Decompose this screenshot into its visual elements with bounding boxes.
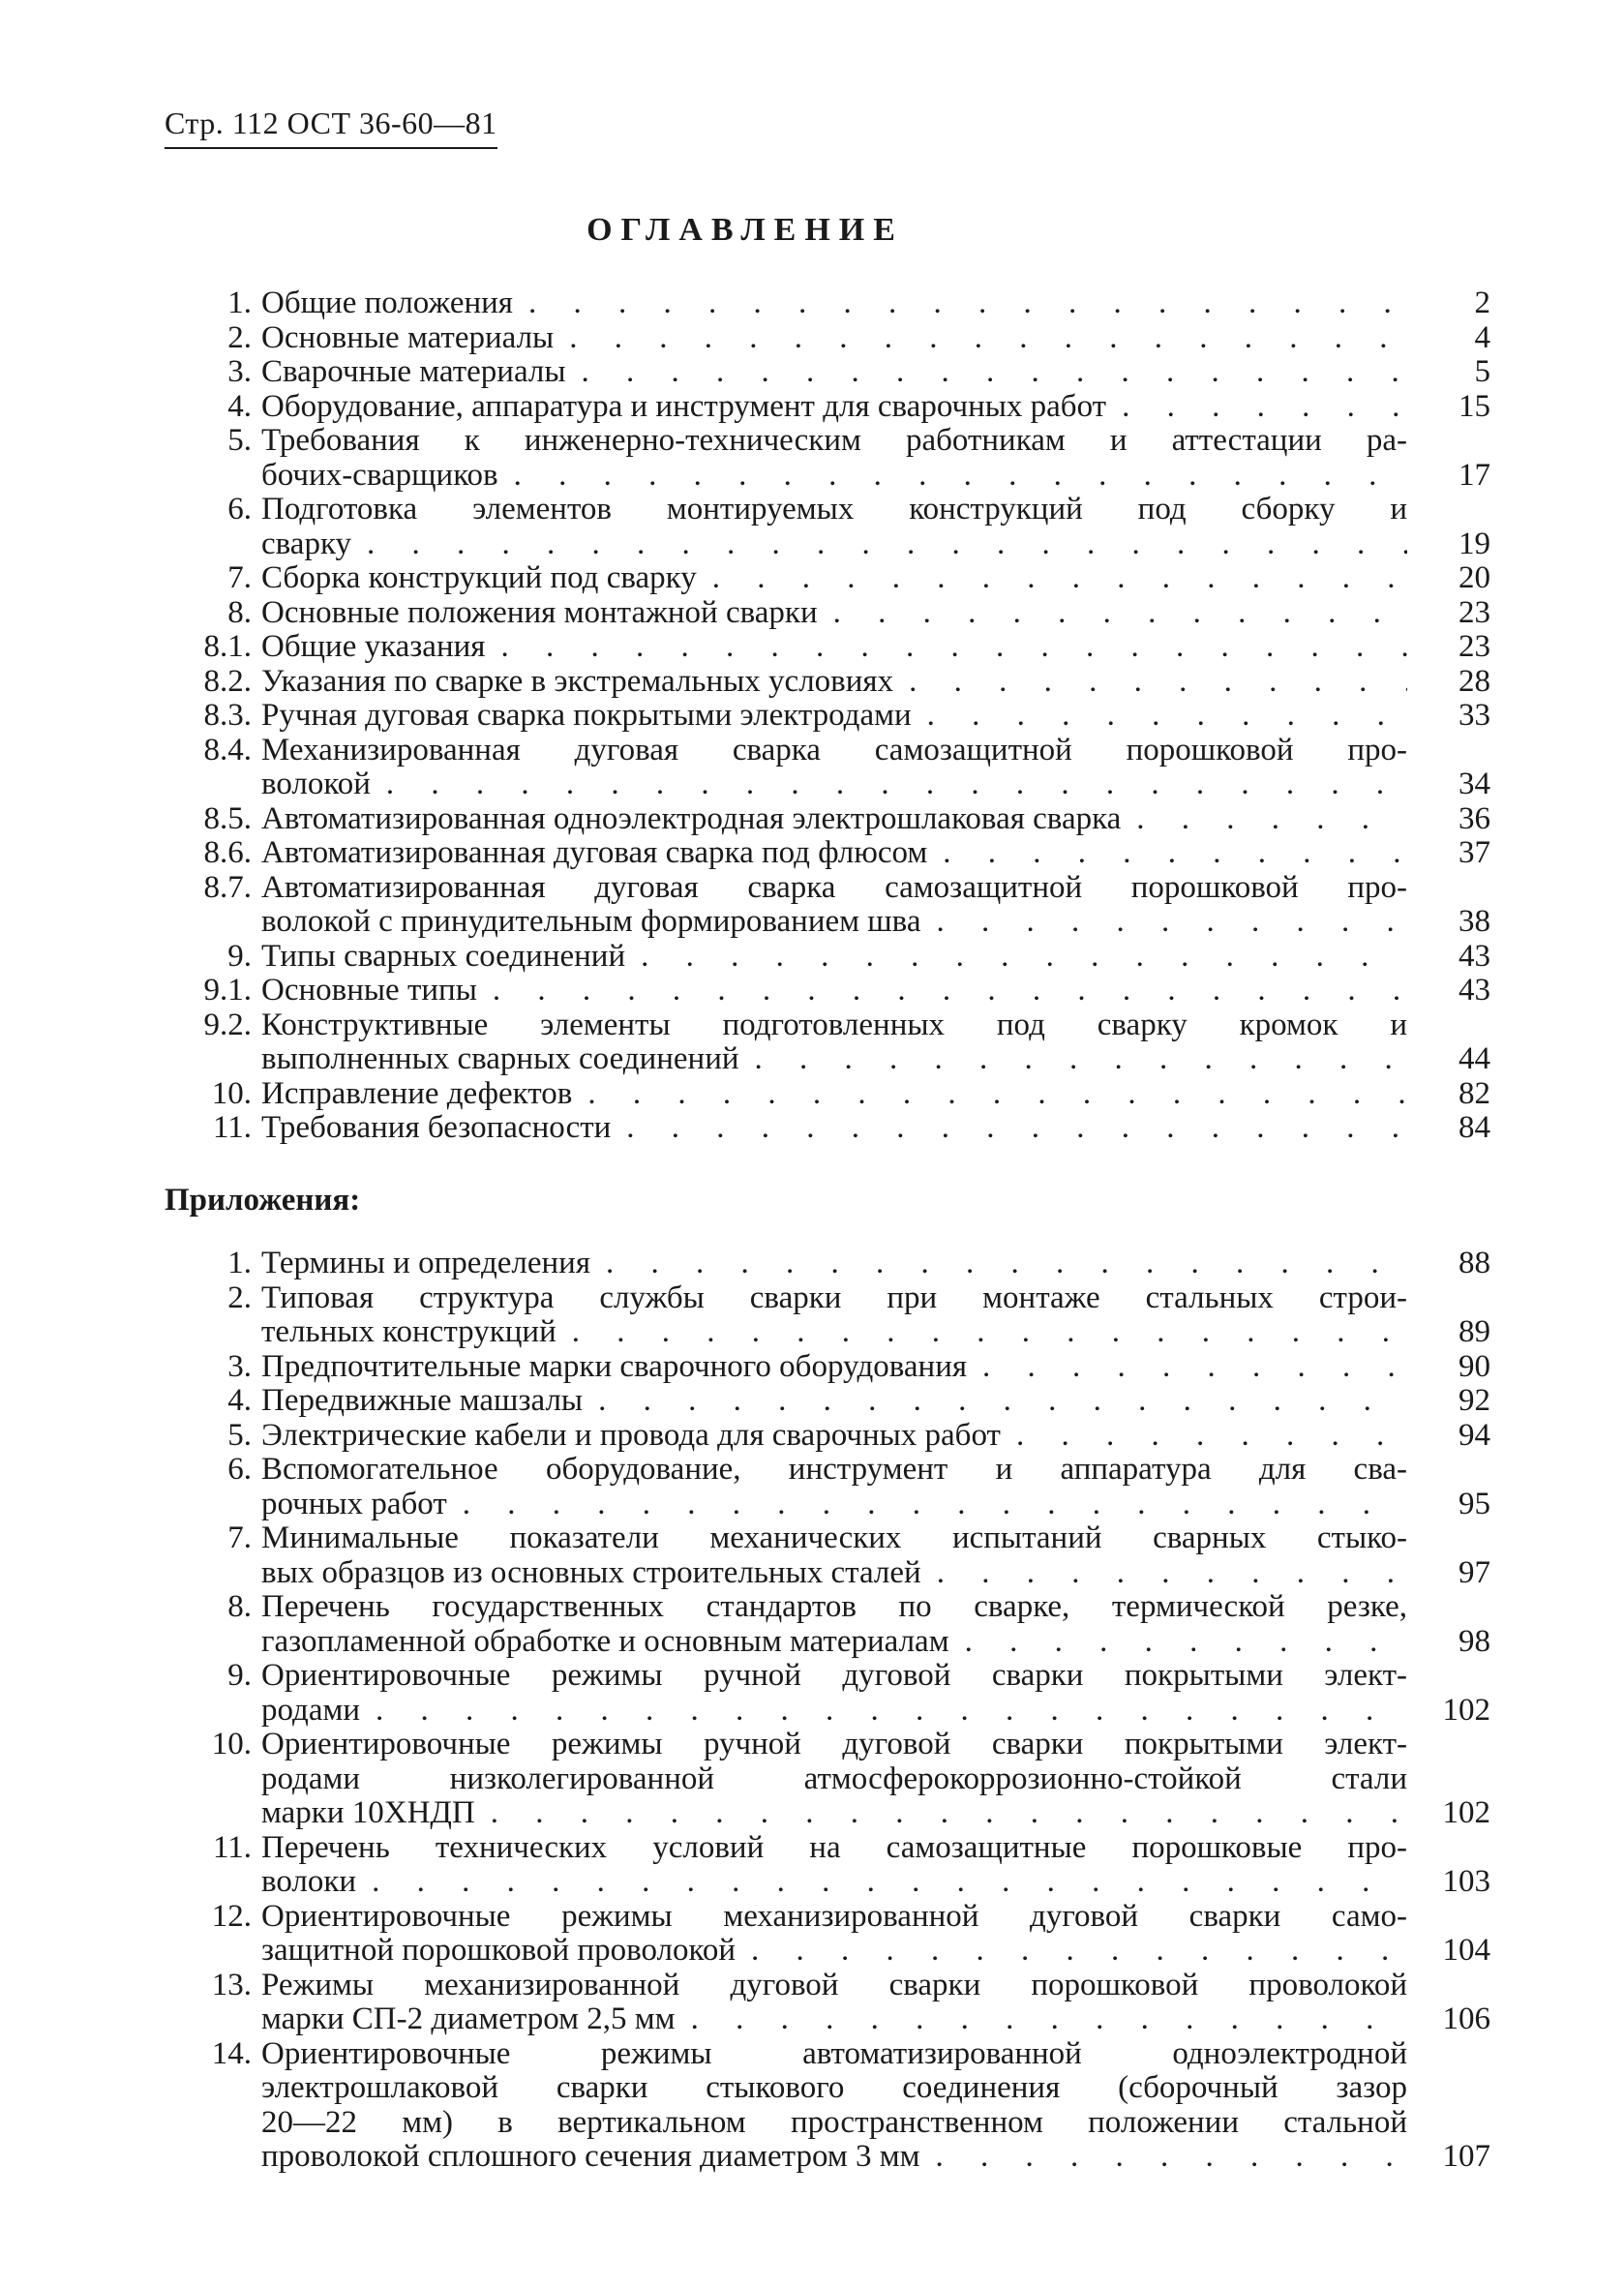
entry-number: 1. (227, 286, 252, 320)
dot-leader (554, 321, 1407, 356)
dot-leader (625, 940, 1407, 975)
dot-leader (739, 1042, 1407, 1077)
page-number: 23 (1459, 629, 1490, 664)
entry-title-line: Оборудование, аппаратура и инструмент для сварочных работ (261, 388, 1107, 424)
entry-title-line: Типы сварных соединений (261, 938, 626, 974)
entry-title-line: электрошлаковой сварки стыкового соединения (сборочный зазор (261, 2071, 1407, 2105)
dot-leader (736, 1934, 1407, 1969)
page-number: 102 (1442, 1692, 1490, 1728)
appendix-entry (184, 1590, 1490, 1659)
dot-leader (475, 1796, 1407, 1831)
toc-entry (184, 286, 1490, 321)
dot-leader (927, 836, 1407, 871)
entry-title (261, 1077, 1407, 1112)
dot-leader (566, 355, 1407, 390)
appendix-entry (184, 1384, 1490, 1419)
page-number: 84 (1459, 1110, 1490, 1145)
entry-title (261, 1659, 1407, 1728)
entry-title-line: Вспомогательное оборудование, инструмент и аппаратура для сва- (261, 1453, 1407, 1487)
dot-leader (818, 596, 1407, 631)
entry-title (261, 390, 1407, 425)
entry-number: 9. (227, 1658, 252, 1693)
entry-title (261, 1008, 1407, 1077)
toc-entry (184, 871, 1490, 940)
entry-title (261, 286, 1407, 321)
entry-number: 8. (227, 594, 252, 630)
page-number: 94 (1459, 1417, 1490, 1453)
toc-entry (184, 596, 1490, 631)
page-number: 88 (1459, 1246, 1490, 1280)
entry-title (261, 1521, 1407, 1590)
toc-entry (184, 836, 1490, 871)
page-number: 15 (1459, 388, 1490, 424)
dot-leader (920, 905, 1407, 940)
entry-title-line: Автоматизированная дуговая сварка под флюсом (261, 835, 928, 870)
entry-title-line: Автоматизированная дуговая сварка самозащитной порошковой про- (261, 870, 1407, 905)
entry-number: 8.5. (203, 800, 252, 836)
entry-title-line: Основные типы (261, 973, 477, 1008)
toc-entry (184, 493, 1490, 561)
dot-leader (1001, 1419, 1407, 1454)
appendix-entry (184, 1728, 1490, 1831)
page-number: 43 (1459, 973, 1490, 1008)
entry-title-line: проволокой сплошного сечения диаметром 3 мм (261, 2139, 920, 2174)
entry-number: 5. (227, 423, 252, 458)
entry-title-line: марки СП-2 диаметром 2,5 мм (261, 2001, 676, 2036)
entry-title-line: Минимальные показатели механических испытаний сварных стыко- (261, 1521, 1407, 1555)
dot-leader (1121, 802, 1407, 837)
entry-title (261, 699, 1407, 734)
entry-title (261, 1350, 1407, 1385)
appendix-entry (184, 1659, 1490, 1728)
page-number: 97 (1459, 1554, 1490, 1590)
dot-leader (583, 1384, 1407, 1419)
entry-title-line: защитной порошковой проволокой (261, 1933, 737, 1968)
entry-number: 8.1. (203, 629, 252, 664)
entry-title (261, 940, 1407, 975)
entry-title (261, 871, 1407, 940)
dot-leader (477, 974, 1407, 1008)
entry-number: 8.3. (203, 698, 252, 733)
appendix-entry (184, 1453, 1490, 1521)
entry-title (261, 734, 1407, 802)
entry-title (261, 1728, 1407, 1831)
appendix-entry (184, 1969, 1490, 2037)
toc-entry (184, 1111, 1490, 1146)
entry-title (261, 802, 1407, 837)
toc-entry (184, 424, 1490, 493)
entry-title-line: Основные положения монтажной сварки (261, 594, 818, 630)
page-number: 44 (1459, 1041, 1490, 1076)
page-number: 5 (1474, 354, 1490, 389)
toc-entry (184, 561, 1490, 596)
page-number: 33 (1459, 698, 1490, 733)
page-number: 107 (1442, 2139, 1490, 2174)
page-number: 4 (1474, 319, 1490, 355)
entry-number: 14. (211, 2035, 252, 2071)
appendix-entry (184, 1831, 1490, 1900)
dot-leader (919, 2140, 1407, 2175)
entry-title-line: Электрические кабели и провода для сварочных работ (261, 1417, 1001, 1453)
entry-title-line: марки 10ХНДП (261, 1795, 475, 1830)
entry-title (261, 424, 1407, 493)
dot-leader (351, 527, 1407, 562)
page-number: 98 (1459, 1623, 1490, 1659)
toc-entry (184, 1077, 1490, 1112)
toc-entry (184, 630, 1490, 665)
entry-title-line: волокой с принудительным формированием шва (261, 904, 921, 939)
entry-title-line: Предпочтительные марки сварочного оборудования (261, 1348, 968, 1384)
appendix-entry (184, 1419, 1490, 1454)
entry-title-line: Перечень государственных стандартов по сварке, термической резке, (261, 1590, 1407, 1624)
page-number: 104 (1442, 1933, 1490, 1968)
page-number: 37 (1459, 835, 1490, 870)
dot-leader (1106, 390, 1407, 425)
entry-title (261, 1831, 1407, 1900)
entry-number: 4. (227, 388, 252, 424)
entry-title-line: Термины и определения (261, 1246, 591, 1280)
entry-title-line: Сборка конструкций под сварку (261, 560, 697, 595)
toc-entry (184, 940, 1490, 975)
entry-title (261, 2037, 1407, 2175)
entry-title-line: сварку (261, 526, 352, 561)
appendix-entry (184, 1281, 1490, 1350)
entry-title-line: Требования к инженерно-техническим работникам и аттестации ра- (261, 424, 1407, 458)
entry-title-line: 20—22 мм) в вертикальном пространственном положении стальной (261, 2105, 1407, 2140)
page-number: 34 (1459, 767, 1490, 801)
entry-title-line: выполненных сварных соединений (261, 1041, 739, 1076)
page-number: 43 (1459, 938, 1490, 974)
entry-title (261, 1419, 1407, 1454)
page-header: Стр. 112 ОСТ 36-60—81 (165, 105, 497, 149)
dot-leader (485, 630, 1407, 665)
dot-leader (697, 561, 1407, 596)
entry-number: 1. (227, 1246, 252, 1280)
dot-leader (498, 459, 1407, 494)
entry-title-line: Сварочные материалы (261, 354, 566, 389)
entry-number: 3. (227, 354, 252, 389)
entry-number: 11. (212, 1829, 252, 1865)
entry-number: 4. (227, 1383, 252, 1418)
entry-number: 6. (227, 492, 252, 527)
entry-title-line: Указания по сварке в экстремальных условиях (261, 663, 894, 699)
entry-title-line: Требования безопасности (261, 1110, 612, 1145)
entry-title-line: родами низколегированной атмосферокоррозионно-стойкой стали (261, 1761, 1407, 1796)
entry-number: 5. (227, 1417, 252, 1453)
entry-title (261, 1969, 1407, 2037)
entry-title-line: Ориентировочные режимы механизированной дуговой сварки само- (261, 1899, 1407, 1934)
appendix-entry (184, 2037, 1490, 2175)
entry-title-line: Передвижные машзалы (261, 1383, 584, 1418)
entry-title (261, 1900, 1407, 1969)
dot-leader (912, 699, 1407, 734)
entry-title-line: вых образцов из основных строительных сталей (261, 1554, 921, 1590)
page-number: 92 (1459, 1383, 1490, 1418)
entry-title (261, 1247, 1407, 1281)
page-number: 36 (1459, 800, 1490, 836)
dot-leader (556, 1315, 1407, 1350)
entry-title-line: бочих-сварщиков (261, 457, 498, 493)
appendix-list (184, 1247, 1490, 2175)
dot-leader (447, 1488, 1407, 1522)
entry-title-line: рочных работ (261, 1486, 447, 1521)
toc-entry (184, 974, 1490, 1008)
page-number: 17 (1459, 457, 1490, 493)
page-number: 102 (1442, 1795, 1490, 1830)
entry-title-line: Режимы механизированной дуговой сварки порошковой проволокой (261, 1968, 1407, 2002)
page-number: 19 (1459, 526, 1490, 561)
dot-leader (967, 1350, 1407, 1385)
entry-title (261, 596, 1407, 631)
entry-title-line: Основные материалы (261, 319, 555, 355)
dot-leader (949, 1625, 1407, 1660)
entry-number: 7. (227, 560, 252, 595)
dot-leader (611, 1111, 1407, 1146)
page-number: 23 (1459, 594, 1490, 630)
entry-title-line: Ручная дуговая сварка покрытыми электродами (261, 698, 912, 733)
entry-title (261, 321, 1407, 356)
entry-number: 6. (227, 1452, 252, 1487)
entry-title-line: Общие указания (261, 629, 486, 664)
entry-title (261, 493, 1407, 561)
appendix-heading: Приложения: (165, 1183, 361, 1218)
entry-title-line: газопламенной обработке и основным материалам (261, 1623, 949, 1659)
page-number: 103 (1442, 1864, 1490, 1899)
entry-title-line: волоки (261, 1864, 357, 1899)
entry-number: 13. (211, 1967, 252, 2002)
dot-leader (590, 1247, 1407, 1281)
entry-number: 8. (227, 1589, 252, 1624)
entry-title (261, 1281, 1407, 1350)
entry-number: 2. (227, 319, 252, 355)
toc-entry (184, 1008, 1490, 1077)
page-number: 20 (1459, 560, 1490, 595)
entry-number: 8.2. (203, 663, 252, 699)
appendix-entry (184, 1521, 1490, 1590)
appendix-entry (184, 1247, 1490, 1281)
entry-title-line: волокой (261, 767, 371, 801)
dot-leader (360, 1694, 1407, 1729)
page-number: 90 (1459, 1348, 1490, 1384)
appendix-entry (184, 1900, 1490, 1969)
entry-title (261, 1590, 1407, 1659)
entry-title-line: Конструктивные элементы подготовленных под сварку кромок и (261, 1008, 1407, 1042)
entry-title (261, 1453, 1407, 1521)
page-number: 95 (1459, 1486, 1490, 1521)
entry-title-line: Автоматизированная одноэлектродная электрошлаковая сварка (261, 800, 1122, 836)
dot-leader (572, 1077, 1407, 1112)
table-of-contents (184, 286, 1490, 1146)
toc-entry (184, 665, 1490, 700)
toc-entry (184, 802, 1490, 837)
toc-entry (184, 734, 1490, 802)
page-number: 38 (1459, 904, 1490, 939)
appendix-entry (184, 1350, 1490, 1385)
entry-title (261, 974, 1407, 1008)
entry-number: 12. (211, 1898, 252, 1934)
entry-number: 11. (212, 1110, 252, 1145)
dot-leader (371, 767, 1407, 802)
dot-leader (513, 286, 1407, 321)
entry-number: 3. (227, 1348, 252, 1384)
entry-title-line: Ориентировочные режимы ручной дуговой сварки покрытыми элект- (261, 1659, 1407, 1693)
entry-title-line: Перечень технических условий на самозащитные порошковые про- (261, 1830, 1407, 1865)
dot-leader (893, 665, 1407, 700)
entry-title-line: Ориентировочные режимы ручной дуговой сварки покрытыми элект- (261, 1728, 1407, 1761)
dot-leader (921, 1556, 1407, 1591)
toc-entry (184, 390, 1490, 425)
page-number: 106 (1442, 2001, 1490, 2036)
toc-entry (184, 699, 1490, 734)
entry-title-line: Механизированная дуговая сварка самозащитной порошковой про- (261, 733, 1407, 767)
entry-title-line: родами (261, 1692, 361, 1728)
entry-title (261, 1384, 1407, 1419)
entry-title (261, 1111, 1407, 1146)
toc-entry (184, 355, 1490, 390)
entry-number: 8.4. (203, 732, 252, 767)
dot-leader (676, 2002, 1407, 2037)
entry-title-line: тельных конструкций (261, 1314, 556, 1349)
toc-entry (184, 321, 1490, 356)
page-title: ОГЛАВЛЕНИЕ (586, 212, 904, 248)
entry-title (261, 630, 1407, 665)
entry-number: 9.2. (203, 1007, 252, 1042)
entry-title (261, 561, 1407, 596)
page-number: 2 (1474, 286, 1490, 320)
entry-number: 8.7. (203, 869, 252, 905)
entry-number: 2. (227, 1279, 252, 1315)
entry-number: 9.1. (203, 973, 252, 1008)
entry-number: 10. (211, 1075, 252, 1111)
entry-title-line: Подготовка элементов монтируемых конструкций под сборку и (261, 493, 1407, 527)
entry-number: 9. (227, 938, 252, 974)
entry-number: 7. (227, 1520, 252, 1555)
entry-title-line: Исправление дефектов (261, 1075, 573, 1111)
entry-number: 8.6. (203, 835, 252, 870)
entry-title (261, 836, 1407, 871)
entry-title-line: Ориентировочные режимы автоматизированной одноэлектродной (261, 2036, 1407, 2071)
entry-title (261, 355, 1407, 390)
entry-title-line: Общие положения (261, 286, 513, 320)
page-number: 89 (1459, 1314, 1490, 1349)
entry-title-line: Типовая структура службы сварки при монтаже стальных строи- (261, 1280, 1407, 1315)
page-number: 82 (1459, 1075, 1490, 1111)
entry-number: 10. (211, 1727, 252, 1761)
dot-leader (356, 1865, 1407, 1900)
entry-title (261, 665, 1407, 700)
page-number: 28 (1459, 663, 1490, 699)
